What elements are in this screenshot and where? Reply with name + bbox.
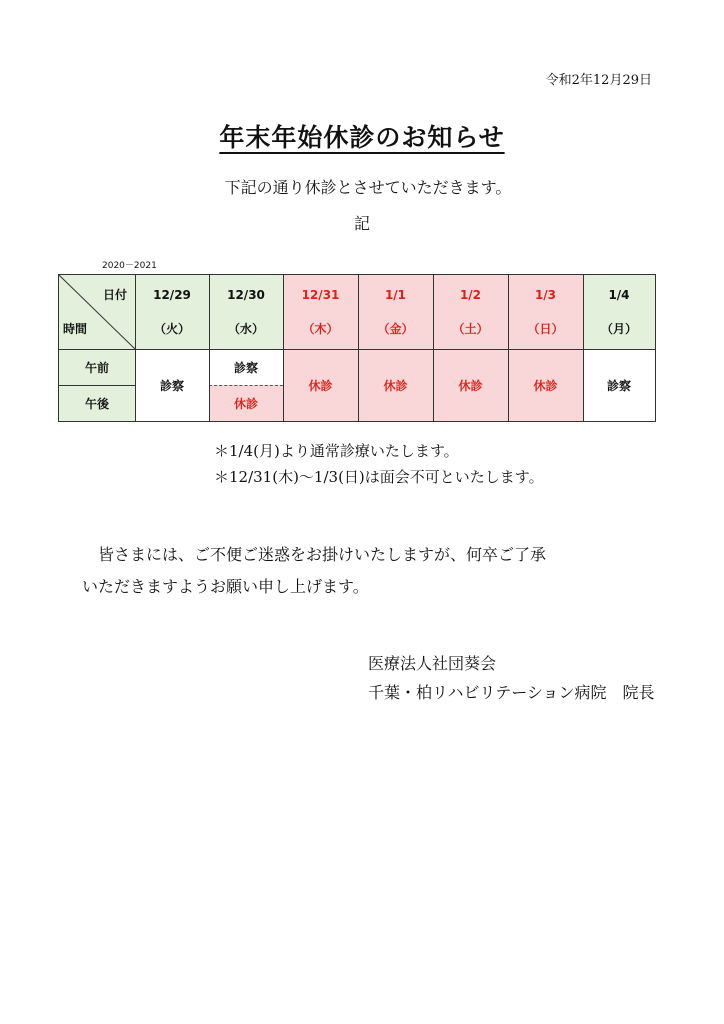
cell-0103-allday: [508, 349, 583, 421]
day-weekday: （金）: [377, 321, 414, 336]
grid-line: [209, 275, 210, 421]
message-line-1: 皆さまには、ご不便ご迷惑をお掛けいたしますが、何卒ご了承: [98, 545, 547, 564]
day-header-0102: [433, 275, 508, 349]
status-text: 休診: [533, 378, 558, 393]
cell-0102-allday: [433, 349, 508, 421]
grid-line: [433, 275, 434, 421]
day-date: 12/30: [227, 287, 265, 302]
signature-organization: 医療法人社団葵会: [368, 654, 497, 673]
lead-sentence: 下記の通り休診とさせていただきます。: [224, 178, 512, 197]
grid-line: [59, 385, 135, 386]
day-date: 12/29: [153, 287, 191, 302]
day-header-0101: [358, 275, 433, 349]
cell-1230-pm: [209, 385, 283, 421]
cell-1230-am: [209, 349, 283, 385]
holiday-schedule-table: [58, 274, 656, 422]
row-label-pm-text: 午後: [84, 396, 109, 411]
ki-heading: 記: [353, 214, 370, 233]
note-regular-resume: ＊1/4(月)より通常診療いたします。: [214, 442, 459, 460]
day-header-1231: [283, 275, 358, 349]
day-date: 1/3: [534, 287, 557, 302]
notice-date: 令和2年12月29日: [545, 73, 652, 88]
cell-0104-allday: [583, 349, 655, 421]
grid-line: [358, 275, 359, 421]
grid-line: [583, 275, 584, 421]
status-text: 診察: [233, 360, 258, 375]
day-weekday: （木）: [302, 321, 339, 336]
notice-title-text: 年末年始休診のお知らせ: [219, 123, 505, 152]
day-header-1230: [209, 275, 283, 349]
corner-header-cell: [59, 275, 135, 349]
corner-time-label: 時間: [63, 322, 88, 336]
grid-line: [135, 275, 136, 421]
notice-title: [0, 118, 724, 154]
day-weekday: （火）: [153, 321, 190, 336]
message-line-2: いただきますようお願い申し上げます。: [82, 577, 369, 596]
day-date: 12/31: [301, 287, 340, 302]
corner-date-label: 日付: [102, 288, 127, 302]
day-header-0103: [508, 275, 583, 349]
status-text: 休診: [233, 397, 258, 411]
cell-1229-allday: [135, 349, 209, 421]
status-text: 休診: [383, 378, 408, 393]
grid-line: [283, 275, 284, 421]
note-no-visits: ＊12/31(木)～1/3(日)は面会不可といたします。: [214, 468, 544, 486]
day-date: 1/4: [608, 287, 630, 302]
signature-hospital-director: 千葉・柏リハビリテーション病院 院長: [368, 683, 655, 702]
status-text: 診察: [159, 378, 184, 393]
year-range-label: 2020－2021: [102, 261, 157, 271]
day-weekday: （水）: [227, 321, 264, 336]
cell-0101-allday: [358, 349, 433, 421]
status-text: 休診: [308, 378, 333, 393]
row-label-am: [59, 349, 135, 385]
status-text: 休診: [458, 378, 483, 393]
status-text: 診察: [606, 378, 631, 393]
day-weekday: （土）: [452, 321, 489, 336]
row-label-pm: [59, 385, 135, 421]
day-header-1229: [135, 275, 209, 349]
day-header-0104: [583, 275, 655, 349]
grid-line: [508, 275, 509, 421]
cell-1231-allday: [283, 349, 358, 421]
day-date: 1/1: [384, 287, 407, 302]
day-weekday: （月）: [600, 321, 637, 336]
row-label-am-text: 午前: [84, 360, 109, 375]
day-date: 1/2: [459, 287, 482, 302]
grid-line: [59, 349, 655, 350]
day-weekday: （日）: [527, 321, 564, 336]
